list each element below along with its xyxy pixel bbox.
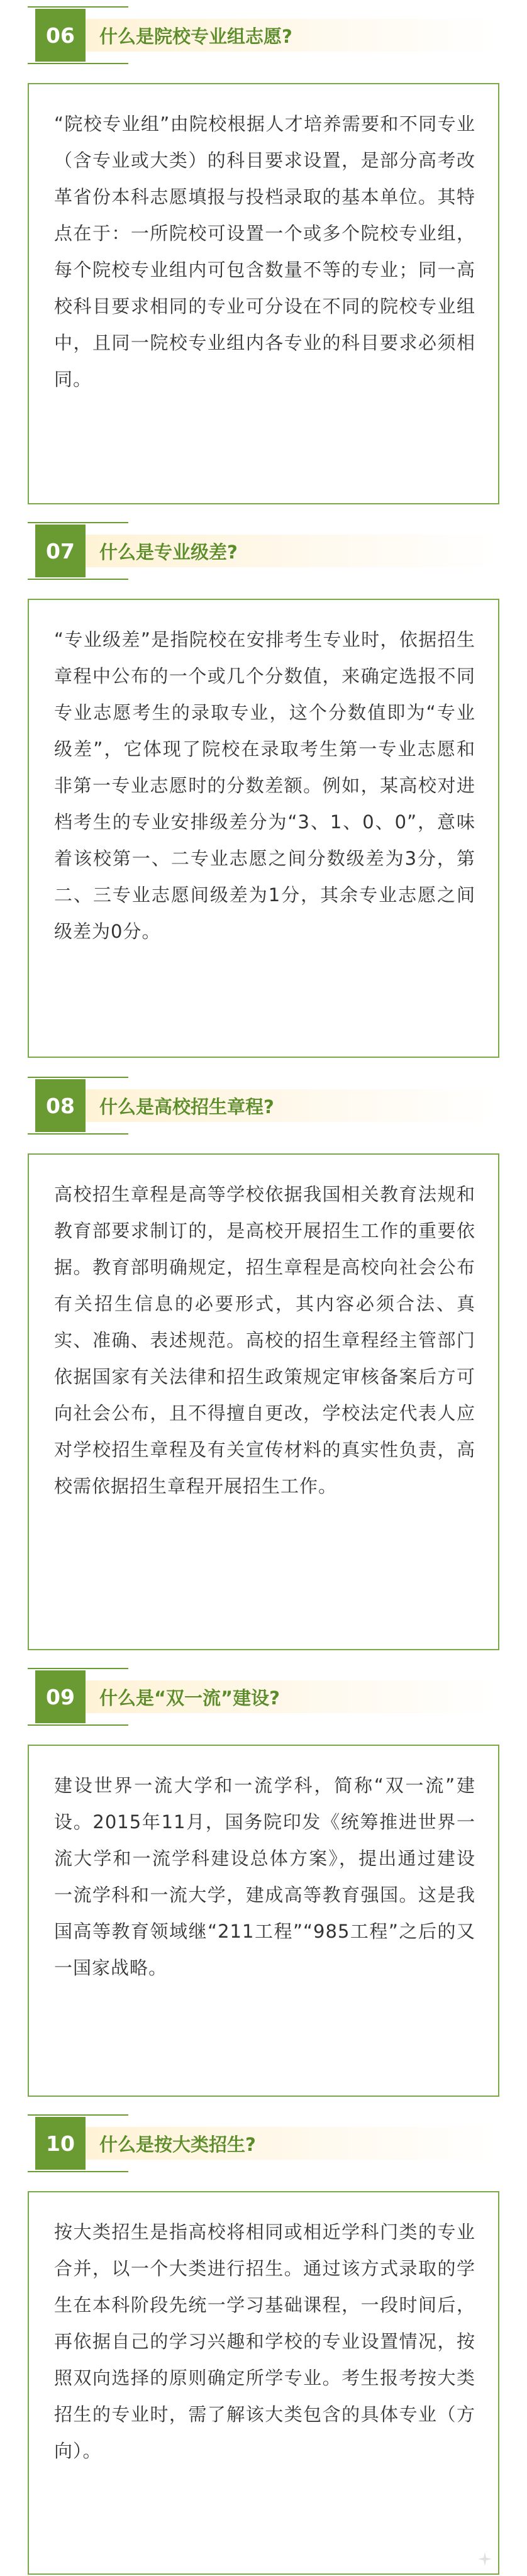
number-badge: 09 bbox=[35, 1670, 86, 1723]
content-box bbox=[28, 2191, 499, 2575]
header-divider bbox=[28, 6, 128, 8]
header-divider bbox=[28, 2114, 128, 2116]
section-title: 什么是按大类招生? bbox=[99, 2133, 256, 2155]
section-title: 什么是院校专业组志愿? bbox=[99, 25, 292, 47]
title-bar bbox=[86, 2127, 499, 2160]
header-divider bbox=[28, 1133, 128, 1135]
section-06 bbox=[28, 6, 499, 390]
content-box bbox=[28, 1153, 499, 1650]
title-bar bbox=[86, 19, 499, 52]
number-badge: 07 bbox=[35, 525, 86, 577]
section-header bbox=[28, 522, 499, 580]
header-divider bbox=[28, 1077, 128, 1078]
section-title: 什么是高校招生章程? bbox=[99, 1096, 274, 1118]
section-header bbox=[28, 6, 499, 64]
content-box bbox=[28, 599, 499, 1058]
number-badge: 08 bbox=[35, 1079, 86, 1132]
section-body: 高校招生章程是高等学校依据我国相关教育法规和教育部要求制订的，是高校开展招生工作的重要依据。教育部明确规定，招生章程是高校向社会公布有关招生信息的必要形式，其内容必须合法、真实、准确、表述规范。高校的招生章程经主管部门依据国家有关法律和招生政策规定审核备案后方可向社会公布，且不得擅自更改，学校法定代表人应对学校招生章程及有关宣传材料的真实性负责，高校需依据招生章程开展招生工作。 bbox=[54, 1184, 475, 1497]
section-08 bbox=[28, 1077, 499, 1497]
header-divider bbox=[28, 63, 128, 64]
section-body: 按大类招生是指高校将相同或相近学科门类的专业合并，以一个大类进行招生。通过该方式录取的学生在本科阶段先统一学习基础课程，一段时间后，再依据自己的学习兴趣和学校的专业设置情况，按照双向选择的原则确定所学专业。考生报考按大类招生的专业时，需了解该大类包含的具体专业（方向）。 bbox=[54, 2221, 475, 2462]
number-badge: 10 bbox=[35, 2117, 86, 2170]
header-divider bbox=[28, 1724, 128, 1726]
content-box bbox=[28, 1745, 499, 2097]
section-09 bbox=[28, 1668, 499, 1979]
number-badge: 06 bbox=[35, 9, 86, 62]
title-bar bbox=[86, 1089, 499, 1122]
sparkle-icon bbox=[478, 2552, 492, 2566]
header-divider bbox=[28, 579, 128, 580]
section-title: 什么是专业级差? bbox=[99, 541, 238, 563]
section-header bbox=[28, 2114, 499, 2172]
section-body: 建设世界一流大学和一流学科，简称“双一流”建设。2015年11月，国务院印发《统筹推进世界一流大学和一流学科建设总体方案》，提出通过建设一流学科和一流大学，建成高等教育强国。这是我国高等教育领域继“211工程”“985工程”之后的又一国家战略。 bbox=[54, 1775, 475, 1979]
section-header bbox=[28, 1668, 499, 1726]
header-divider bbox=[28, 2171, 128, 2172]
header-divider bbox=[28, 1668, 128, 1669]
section-title: 什么是“双一流”建设? bbox=[99, 1687, 280, 1709]
title-bar bbox=[86, 535, 499, 567]
section-header bbox=[28, 1077, 499, 1135]
header-divider bbox=[28, 522, 128, 523]
title-bar bbox=[86, 1680, 499, 1713]
section-body: “专业级差”是指院校在安排考生专业时，依据招生章程中公布的一个或几个分数值，来确定选报不同专业志愿考生的录取专业，这个分数值即为“专业级差”，它体现了院校在录取考生第一专业志愿和非第一专业志愿时的分数差额。例如，某高校对进档考生的专业安排级差分为“3、1、0、0”，意味着该校第一、二专业志愿之间分数级差为3分，第二、三专业志愿间级差为1分，其余专业志愿之间级差为0分。 bbox=[54, 629, 475, 942]
content-box bbox=[28, 83, 499, 504]
section-body: “院校专业组”由院校根据人才培养需要和不同专业（含专业或大类）的科目要求设置，是部分高考改革省份本科志愿填报与投档录取的基本单位。其特点在于：一所院校可设置一个或多个院校专业组，每个院校专业组内可包含数量不等的专业；同一高校科目要求相同的专业可分设在不同的院校专业组中，且同一院校专业组内各专业的科目要求必须相同。 bbox=[54, 113, 475, 390]
section-07 bbox=[28, 522, 499, 942]
section-10 bbox=[28, 2114, 499, 2462]
